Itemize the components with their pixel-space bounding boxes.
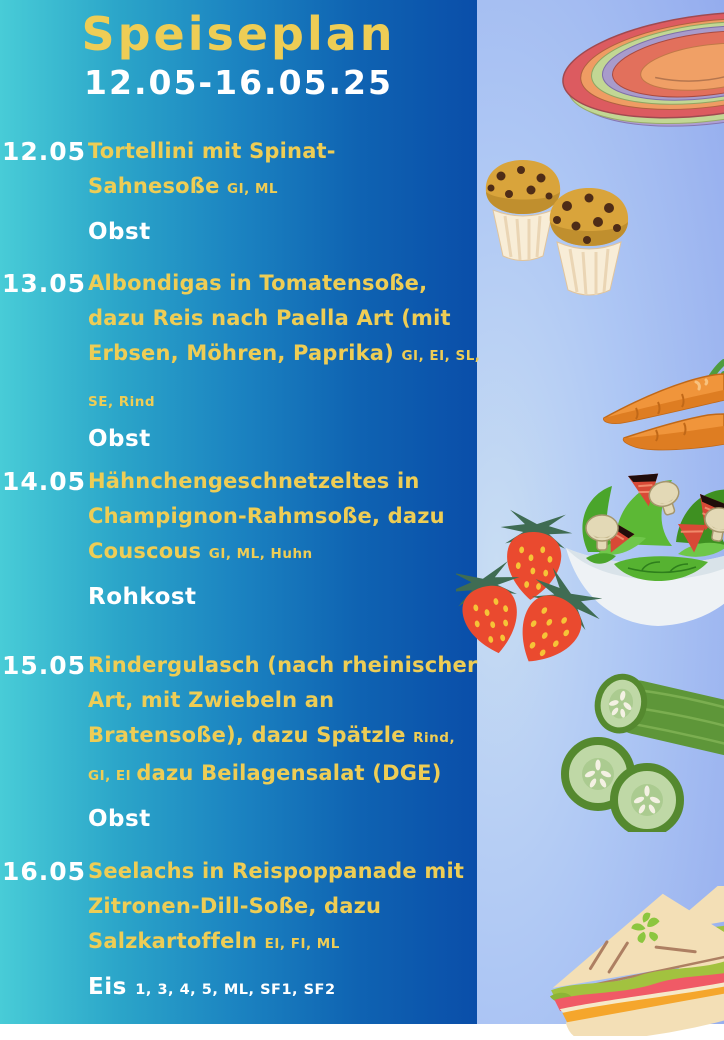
menu-day (0, 134, 477, 247)
meal-text: dazu Reis nach Paella Art (mit (88, 306, 451, 330)
meal-description (88, 854, 477, 1005)
menu-day (0, 464, 477, 612)
meal-line (88, 683, 478, 718)
meal-line (88, 648, 478, 683)
meal-text: Tortellini mit Spinat- (88, 139, 336, 163)
menu-day (0, 648, 477, 834)
menu-day (0, 266, 481, 454)
meal-text: Salzkartoffeln (88, 929, 265, 953)
meal-line (88, 464, 477, 499)
meal-line (88, 169, 477, 207)
cucumber-illustration (552, 660, 724, 836)
allergen-codes: GI, ML, Huhn (208, 546, 313, 562)
allergen-codes: SE, Rind (88, 394, 156, 410)
meal-description (88, 266, 480, 454)
meal-text: Bratensoße), dazu Spätzle (88, 723, 414, 747)
meal-line (88, 336, 480, 374)
side-dish-text: Obst (88, 426, 151, 452)
allergen-codes: GI, EI (88, 768, 137, 784)
allergen-codes: Rind, (413, 730, 456, 746)
page-title: Speiseplan (81, 7, 396, 61)
meal-line (88, 889, 477, 924)
strawberries-illustration (456, 500, 602, 666)
allergen-codes: GI, ML (227, 181, 278, 197)
side-dish (88, 424, 480, 454)
meal-text: Zitronen-Dill-Soße, dazu (88, 894, 382, 918)
meal-line (88, 534, 477, 572)
side-dish-text: Obst (88, 806, 151, 832)
allergen-codes: EI, FI, ML (264, 936, 340, 952)
meal-line (88, 301, 480, 336)
meal-text: Sahnesoße (88, 174, 228, 198)
side-dish (88, 972, 477, 1005)
meal-line (88, 718, 478, 756)
meal-text: Hähnchengeschnetzeltes in (88, 469, 420, 493)
menu-day (0, 854, 477, 1005)
meal-text: Rindergulasch (nach rheinischer (88, 653, 478, 677)
meal-line (88, 387, 480, 414)
meal-text: Couscous (88, 539, 209, 563)
side-allergen-codes: 1, 3, 4, 5, ML, SF1, SF2 (135, 982, 336, 998)
side-dish (88, 582, 477, 612)
meal-description (88, 648, 478, 834)
day-date: 16.05 (2, 857, 87, 886)
meal-text: Seelachs in Reispoppanade mit (88, 859, 465, 883)
meal-description (88, 464, 477, 612)
meal-line (88, 499, 477, 534)
side-dish-text: Obst (88, 219, 151, 245)
meal-text: Art, mit Zwiebeln an (88, 688, 335, 712)
meal-text: Albondigas in Tomatensoße, (88, 271, 428, 295)
side-dish-text: Eis (88, 974, 136, 1000)
meal-line (88, 756, 478, 794)
meal-description (88, 134, 477, 247)
side-dish (88, 804, 478, 834)
day-date: 12.05 (2, 137, 87, 166)
day-date: 15.05 (2, 651, 87, 680)
allergen-codes: GI, EI, SL, (401, 348, 481, 364)
meal-line (88, 134, 477, 169)
meal-line (88, 854, 477, 889)
meal-text: Erbsen, Möhren, Paprika) (88, 341, 402, 365)
carrots-illustration (596, 356, 724, 464)
meal-line (88, 924, 477, 962)
muffins-illustration (477, 154, 635, 300)
meal-text: Champignon-Rahmsoße, dazu (88, 504, 445, 528)
day-date: 14.05 (2, 467, 87, 496)
side-dish (88, 217, 477, 247)
meal-text: dazu Beilagensalat (DGE) (136, 761, 442, 785)
rainbow-plate-illustration (558, 8, 724, 134)
side-dish-text: Rohkost (88, 584, 197, 610)
date-range: 12.05-16.05.25 (84, 63, 393, 102)
meal-line (88, 266, 480, 301)
day-date: 13.05 (2, 269, 87, 298)
sandwich-illustration (546, 886, 724, 1040)
